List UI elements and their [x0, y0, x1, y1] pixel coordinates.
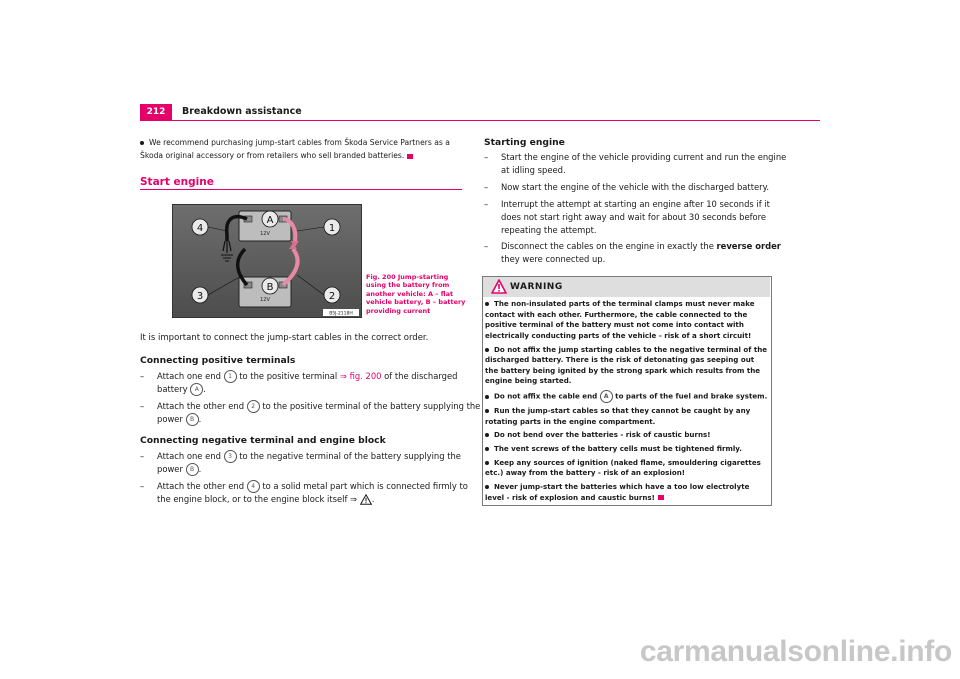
section-divider	[140, 189, 462, 190]
warning-item-5: Do not bend over the batteries - risk of caustic burns!	[485, 430, 768, 441]
page-number: 212	[140, 104, 172, 120]
warning-icon[interactable]	[360, 494, 372, 505]
negative-step-2: – Attach the other end 4 to a solid metal part which is connected firmly to the engine block, or to the engine block itself ⇒ .	[140, 481, 468, 505]
watermark: carmanualsonline.info	[639, 635, 952, 669]
starting-step-3: – Interrupt the attempt at starting an engine after 10 seconds if it does not start right away and wait for about 30 seconds before repeating the attempt.	[484, 199, 770, 236]
figure-code: B5J-2118H	[329, 311, 353, 317]
battery-a-voltage: 12V	[260, 231, 270, 237]
starting-step-2: – Now start the engine of the vehicle with the discharged battery.	[484, 182, 769, 192]
warning-list	[485, 299, 768, 506]
warning-item-3: Do not affix the cable end A to parts of the fuel and brake system.	[485, 390, 768, 403]
warning-item-4: Run the jump-start cables so that they cannot be caught by any rotating parts in the engine compartment.	[485, 406, 751, 426]
positive-step-2: – Attach the other end 2 to the positive terminal of the battery supplying the power B .	[140, 401, 481, 425]
callout-a-icon-warning: A	[600, 390, 613, 403]
negative-step-1: – Attach one end 3 to the negative terminal of the battery supplying the power B .	[140, 451, 461, 475]
positive-heading: Connecting positive terminals	[140, 355, 296, 366]
bullet-icon	[140, 141, 144, 145]
warning-item-7: Keep any sources of ignition (naked flame, smouldering cigarettes etc.) away from the battery - risk of an explosion!	[485, 457, 761, 478]
battery-b-voltage: 12V	[260, 297, 270, 303]
body-intro: It is important to connect the jump-start cables in the correct order.	[140, 333, 429, 343]
negative-heading: Connecting negative terminal and engine block	[140, 435, 386, 446]
label-a: A	[266, 215, 274, 226]
positive-step-1: – Attach one end 1 to the positive terminal ⇒ fig. 200 of the discharged battery A .	[140, 371, 458, 395]
warning-item-8: Never jump-start the batteries which have a too low electrolyte level - risk of explosion and caustic burns!	[485, 481, 750, 502]
label-b: B	[266, 282, 274, 293]
warning-item-1: The non-insulated parts of the terminal clamps must never make contact with each other. Furthermore, the cable connected to the positive terminal of the battery must not come into contact with electrically conducting parts of the vehicle - risk of a short circuit!	[485, 299, 755, 340]
callout-3-icon: 3	[224, 450, 237, 463]
starting-heading: Starting engine	[484, 137, 565, 148]
section-title: Start engine	[140, 176, 214, 188]
callout-1: 1	[328, 223, 336, 234]
section-end-icon	[658, 495, 664, 500]
warning-triangle-icon	[491, 279, 507, 294]
jump-start-diagram	[173, 205, 361, 317]
callout-3: 3	[196, 291, 204, 302]
callout-4: 4	[196, 223, 204, 234]
header-divider	[140, 120, 820, 121]
callout-1-icon: 1	[224, 370, 237, 383]
callout-4-icon: 4	[247, 480, 260, 493]
intro-note	[140, 136, 462, 163]
callout-2: 2	[328, 291, 336, 302]
figure-caption: Fig. 200 Jump-starting using the battery from another vehicle: A – flat vehicle battery, B – battery providing current	[366, 273, 466, 315]
callout-2-icon: 2	[247, 400, 260, 413]
warning-item-6: The vent screws of the battery cells must be tightened firmly.	[485, 444, 768, 455]
starting-step-1: – Start the engine of the vehicle providing current and run the engine at idling speed.	[484, 152, 787, 176]
chapter-title: Breakdown assistance	[182, 106, 302, 117]
warning-title: WARNING	[510, 282, 563, 292]
callout-b-icon-2: B	[186, 463, 199, 476]
jump-start-figure	[172, 204, 362, 318]
warning-item-2: Do not affix the jump starting cables to the negative terminal of the discharged battery. There is the risk of detonating gas seeping out the battery being ignited by the strong spark which results from the engine being started.	[485, 344, 768, 386]
callout-b-icon: B	[186, 413, 199, 426]
starting-step-4: – Disconnect the cables on the engine in exactly the reverse order they were connected up.	[484, 241, 781, 265]
figure-ref-link[interactable]: ⇒ fig. 200	[339, 371, 382, 381]
callout-a-icon: A	[190, 383, 203, 396]
section-end-icon	[407, 154, 413, 159]
intro-text: We recommend purchasing jump-start cables from Škoda Service Partners as a Škoda original accessory or from retailers who sell branded batteries.	[140, 138, 450, 161]
